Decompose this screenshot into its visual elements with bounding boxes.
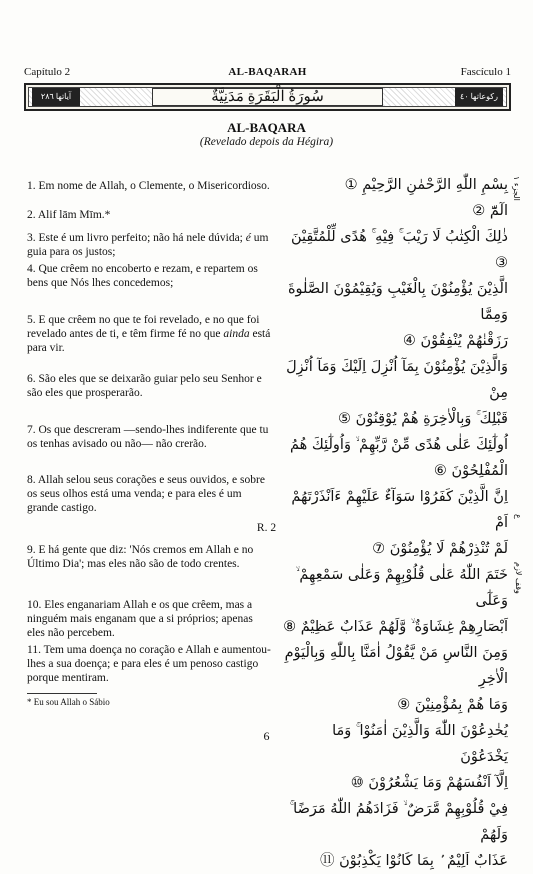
verse-2: 2. Alif lām Mīm.* <box>27 209 111 221</box>
ruku-marker: R. 2 <box>256 522 277 534</box>
banner-right-cap: ركوعاتها ٤٠ <box>455 88 503 106</box>
arabic-line: وَمَا هُمْ بِمُؤْمِنِيْنَ ⑨ <box>397 697 508 713</box>
fascicle-label: Fascículo 1 <box>460 66 511 78</box>
verse-9: 9. E há gente que diz: 'Nós cremos em Allah e no Último Dia'; mas eles não são de todo crentes. <box>27 544 254 570</box>
running-header <box>24 66 511 80</box>
arabic-line: وَالَّذِيْنَ يُؤْمِنُوْنَ بِمَآ اُنْزِلَ اِلَيْكَ وَمَآ اُنْزِلَ مِنْ <box>286 359 508 401</box>
verse-8: 8. Allah selou seus corações e seus ouvidos, e sobre os seus olhos está uma venda; e para eles é um grande castigo. <box>27 474 265 514</box>
arabic-line: بِسْمِ اللّٰهِ الرَّحْمٰنِ الرَّحِيْمِ ① <box>344 177 508 193</box>
arabic-line: اِنَّ الَّذِيْنَ كَفَرُوْا سَوَآءٌ عَلَيْهِمْ ءَاَنْذَرْتَهُمْ اَمْ <box>291 489 508 531</box>
verse-10: 10. Eles enganariam Allah e os que crêem, mas a ninguém mais enganam que a si próprios; apenas eles não percebem. <box>27 599 253 639</box>
arabic-line: الْمُفْلِحُوْنَ ⑥ <box>433 463 508 479</box>
arabic-line: رَزَقْنٰهُمْ يُنْفِقُوْنَ ④ <box>402 333 508 349</box>
verse-11: 11. Tem uma doença no coração e Allah e aumentou-lhes a sua doença; e para eles é um penoso castigo porque mentiram. <box>27 644 271 684</box>
margin-note-ain: ع <box>514 514 523 519</box>
arabic-line: قَبْلِكَ ۚ وَبِالْاٰخِرَةِ هُمْ يُوْقِنُوْنَ ⑤ <box>338 411 508 427</box>
arabic-line: يُخٰدِعُوْنَ اللّٰهَ وَالَّذِيْنَ اٰمَنُوْا ۚ وَمَا يَخْدَعُوْنَ <box>332 723 508 765</box>
verse-6: 6. São eles que se deixarão guiar pelo seu Senhor e são eles que prosperarão. <box>27 373 262 399</box>
margin-note-waqf: وقف لازم <box>514 562 523 594</box>
verse-1: 1. Em nome de Allah, o Clemente, o Misericordioso. <box>27 180 270 192</box>
surah-banner <box>24 83 511 111</box>
arabic-line: وَمِنَ النَّاسِ مَنْ يَّقُوْلُ اٰمَنَّا بِاللّٰهِ وَبِالْيَوْمِ الْاٰخِرِ <box>284 645 508 687</box>
verse-3: 3. Este é um livro perfeito; não há nele dúvida; é um guia para os justos; <box>27 232 269 258</box>
arabic-line: اِلَّآ اَنْفُسَهُمْ وَمَا يَشْعُرُوْنَ ⑩ <box>350 775 508 791</box>
verse-7: 7. Os que descreram —sendo-lhes indiferente que tu os tenhas avisado ou não— não crerão. <box>27 424 269 450</box>
arabic-line: الَّذِيْنَ يُؤْمِنُوْنَ بِالْغَيْبِ وَيُقِيْمُوْنَ الصَّلٰوةَ وَمِمَّا <box>287 281 508 323</box>
footnote-divider <box>27 693 97 694</box>
arabic-line: عَذَابٌ اَلِيْمٌ ۢ بِمَا كَانُوْا يَكْذِبُوْنَ ⑪ <box>320 853 508 869</box>
surah-name: AL-BAQARAH <box>228 66 307 78</box>
banner-arabic-title: سُورَةُ الْبَقَرَةِ مَدَنِيَّةٌ <box>152 88 384 106</box>
page-title: AL-BAQARA <box>227 120 306 135</box>
page-number: 6 <box>263 729 270 743</box>
arabic-line: لَمْ تُنْذِرْهُمْ لَا يُؤْمِنُوْنَ ⑦ <box>372 541 508 557</box>
arabic-line: ذٰلِكَ الْكِتٰبُ لَا رَيْبَ ۚۛ فِيْهِ ۚۛ هُدًى لِّلْمُتَّقِيْنَ ③ <box>290 229 508 271</box>
page-subtitle: (Revelado depois da Hégira) <box>199 136 334 148</box>
arabic-line: اُولٰٓئِكَ عَلٰى هُدًى مِّنْ رَّبِّهِمْ ۙ وَاُولٰٓئِكَ هُمُ <box>290 437 508 453</box>
banner-left-cap: آياتها ٢٨٦ <box>32 88 80 106</box>
arabic-text-column <box>280 172 508 874</box>
arabic-line: الٓمّٓ ② <box>472 203 508 219</box>
chapter-label: Capítulo 2 <box>24 66 71 78</box>
margin-note-juz: الجزء ١ <box>512 176 521 201</box>
verse-5: 5. E que crêem no que te foi revelado, e no que foi revelado antes de ti, e têm firme fé no que ainda está para vir. <box>27 314 271 354</box>
verse-4: 4. Que crêem no encoberto e rezam, e repartem os bens que Nós lhes concedemos; <box>27 263 258 289</box>
arabic-line: اَبْصَارِهِمْ غِشَاوَةٌ ۙ وَّلَهُمْ عَذَابٌ عَظِيْمٌ ⑧ <box>283 619 508 635</box>
footnote: * Eu sou Allah o Sábio <box>27 697 110 707</box>
arabic-line: فِيْ قُلُوْبِهِمْ مَّرَضٌ ۙ فَزَادَهُمُ اللّٰهُ مَرَضًا ۚ وَلَهُمْ <box>289 801 508 843</box>
arabic-line: خَتَمَ اللّٰهُ عَلٰى قُلُوْبِهِمْ وَعَلٰى سَمْعِهِمْ ۙ وَعَلٰٓى <box>295 567 508 609</box>
